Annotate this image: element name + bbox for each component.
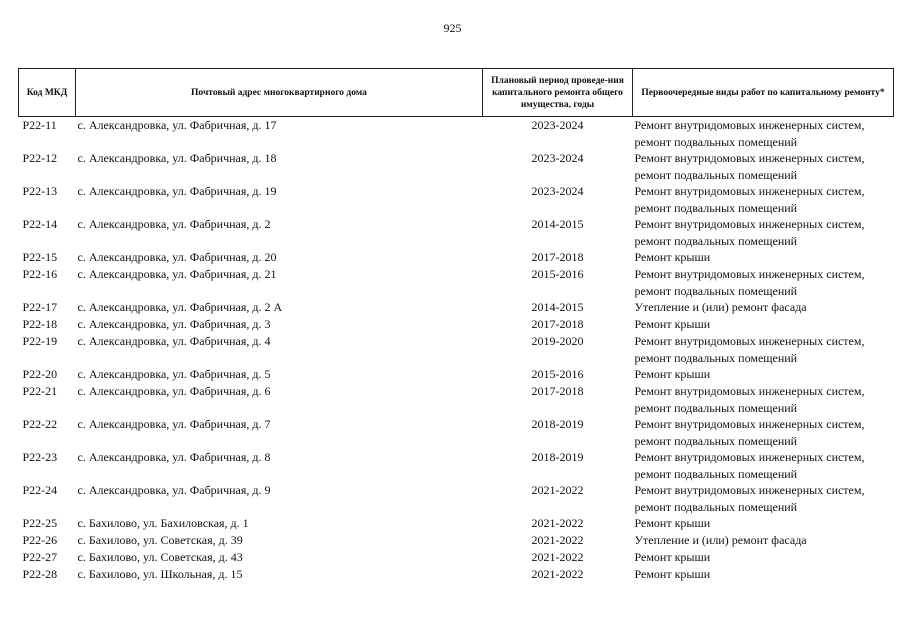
cell-code: Р22-20 — [22, 367, 58, 381]
table-row — [19, 366, 894, 383]
table-row — [19, 183, 894, 216]
cell-works — [633, 266, 894, 299]
table-row — [19, 249, 894, 266]
cell-period: 2021-2022 — [531, 533, 584, 547]
cell-period: 2021-2022 — [531, 483, 584, 497]
work-line: Ремонт внутридомовых инженерных систем, — [634, 267, 865, 281]
cell-code: Р22-15 — [22, 250, 58, 264]
cell-works — [633, 566, 894, 583]
table-row — [19, 117, 894, 151]
cell-period: 2015-2016 — [531, 367, 584, 381]
cell-address: с. Александровка, ул. Фабричная, д. 2 А — [77, 300, 283, 314]
cell-period: 2018-2019 — [531, 417, 584, 431]
cell-works — [633, 366, 894, 383]
table-row — [19, 316, 894, 333]
header-address: Почтовый адрес многоквартирного дома — [76, 69, 483, 117]
cell-address: с. Бахилово, ул. Школьная, д. 15 — [77, 567, 243, 581]
cell-code: Р22-19 — [22, 334, 58, 348]
table-row — [19, 383, 894, 416]
cell-code: Р22-24 — [22, 483, 58, 497]
cell-code: Р22-13 — [22, 184, 58, 198]
table-row — [19, 482, 894, 515]
work-line: Ремонт внутридомовых инженерных систем, — [634, 151, 865, 165]
cell-address: с. Бахилово, ул. Советская, д. 39 — [77, 533, 243, 547]
work-line: Ремонт крыши — [634, 367, 711, 381]
table-row — [19, 150, 894, 183]
cell-address: с. Александровка, ул. Фабричная, д. 3 — [77, 317, 271, 331]
cell-address: с. Александровка, ул. Фабричная, д. 5 — [77, 367, 271, 381]
cell-period: 2023-2024 — [531, 151, 584, 165]
cell-works — [633, 549, 894, 566]
work-line: ремонт подвальных помещений — [634, 167, 798, 182]
work-line: ремонт подвальных помещений — [634, 466, 798, 481]
table-row — [19, 549, 894, 566]
cell-code: Р22-12 — [22, 151, 58, 165]
table-header-row — [19, 69, 894, 117]
cell-period: 2021-2022 — [531, 567, 584, 581]
work-line: Ремонт внутридомовых инженерных систем, — [634, 384, 865, 398]
cell-period: 2014-2015 — [531, 217, 584, 231]
cell-code: Р22-17 — [22, 300, 58, 314]
cell-works — [633, 316, 894, 333]
cell-works — [633, 216, 894, 249]
work-line: ремонт подвальных помещений — [634, 350, 798, 365]
cell-works — [633, 117, 894, 151]
cell-address: с. Бахилово, ул. Бахиловская, д. 1 — [77, 516, 249, 530]
cell-code: Р22-25 — [22, 516, 58, 530]
cell-period: 2015-2016 — [531, 267, 584, 281]
header-works: Первоочередные виды работ по капитальному ремонту* — [633, 69, 894, 117]
table-row — [19, 532, 894, 549]
table-body — [19, 117, 894, 584]
work-line: Ремонт внутридомовых инженерных систем, — [634, 217, 865, 231]
work-line: Ремонт внутридомовых инженерных систем, — [634, 118, 865, 132]
cell-code: Р22-26 — [22, 533, 58, 547]
cell-works — [633, 416, 894, 449]
cell-address: с. Александровка, ул. Фабричная, д. 4 — [77, 334, 271, 348]
cell-code: Р22-18 — [22, 317, 58, 331]
cell-period: 2014-2015 — [531, 300, 584, 314]
cell-period: 2023-2024 — [531, 118, 584, 132]
cell-address: с. Александровка, ул. Фабричная, д. 18 — [77, 151, 277, 165]
cell-works — [633, 249, 894, 266]
header-period: Плановый период проведе-ния капитального ремонта общего имущества, годы — [483, 69, 633, 117]
work-line: ремонт подвальных помещений — [634, 200, 798, 215]
table-row — [19, 333, 894, 366]
cell-period: 2017-2018 — [531, 250, 584, 264]
cell-code: Р22-22 — [22, 417, 58, 431]
table-row — [19, 566, 894, 583]
cell-period: 2021-2022 — [531, 516, 584, 530]
cell-works — [633, 449, 894, 482]
cell-works — [633, 299, 894, 316]
work-line: Ремонт крыши — [634, 550, 711, 564]
work-line: ремонт подвальных помещений — [634, 499, 798, 514]
cell-address: с. Александровка, ул. Фабричная, д. 17 — [77, 118, 277, 132]
page-number: 925 — [443, 21, 462, 35]
cell-period: 2023-2024 — [531, 184, 584, 198]
cell-period: 2019-2020 — [531, 334, 584, 348]
work-line: ремонт подвальных помещений — [634, 283, 798, 298]
work-line: ремонт подвальных помещений — [634, 134, 798, 149]
work-line: Ремонт внутридомовых инженерных систем, — [634, 334, 865, 348]
cell-address: с. Александровка, ул. Фабричная, д. 2 — [77, 217, 271, 231]
work-line: ремонт подвальных помещений — [634, 233, 798, 248]
cell-code: Р22-14 — [22, 217, 58, 231]
cell-address: с. Александровка, ул. Фабричная, д. 20 — [77, 250, 277, 264]
cell-works — [633, 482, 894, 515]
table-row — [19, 266, 894, 299]
cell-works — [633, 183, 894, 216]
cell-works — [633, 532, 894, 549]
cell-address: с. Александровка, ул. Фабричная, д. 6 — [77, 384, 271, 398]
table-row — [19, 449, 894, 482]
table-row — [19, 216, 894, 249]
cell-works — [633, 383, 894, 416]
capital-repair-table — [18, 68, 894, 583]
work-line: Утепление и (или) ремонт фасада — [634, 533, 807, 547]
cell-period: 2021-2022 — [531, 550, 584, 564]
work-line: Ремонт крыши — [634, 567, 711, 581]
work-line: Ремонт внутридомовых инженерных систем, — [634, 483, 865, 497]
cell-address: с. Александровка, ул. Фабричная, д. 7 — [77, 417, 271, 431]
cell-code: Р22-23 — [22, 450, 58, 464]
cell-address: с. Александровка, ул. Фабричная, д. 19 — [77, 184, 277, 198]
cell-code: Р22-11 — [22, 118, 57, 132]
cell-address: с. Александровка, ул. Фабричная, д. 21 — [77, 267, 277, 281]
cell-works — [633, 515, 894, 532]
cell-code: Р22-28 — [22, 567, 58, 581]
table-row — [19, 416, 894, 449]
cell-period: 2017-2018 — [531, 384, 584, 398]
cell-period: 2017-2018 — [531, 317, 584, 331]
cell-works — [633, 150, 894, 183]
table-row — [19, 515, 894, 532]
cell-code: Р22-21 — [22, 384, 58, 398]
header-code: Код МКД — [19, 69, 76, 117]
cell-code: Р22-16 — [22, 267, 58, 281]
work-line: Ремонт крыши — [634, 250, 711, 264]
table-row — [19, 299, 894, 316]
cell-address: с. Бахилово, ул. Советская, д. 43 — [77, 550, 243, 564]
work-line: Ремонт крыши — [634, 317, 711, 331]
work-line: Ремонт внутридомовых инженерных систем, — [634, 417, 865, 431]
work-line: Ремонт внутридомовых инженерных систем, — [634, 450, 865, 464]
work-line: Ремонт внутридомовых инженерных систем, — [634, 184, 865, 198]
cell-code: Р22-27 — [22, 550, 58, 564]
work-line: Утепление и (или) ремонт фасада — [634, 300, 807, 314]
cell-address: с. Александровка, ул. Фабричная, д. 9 — [77, 483, 271, 497]
cell-period: 2018-2019 — [531, 450, 584, 464]
cell-address: с. Александровка, ул. Фабричная, д. 8 — [77, 450, 271, 464]
work-line: ремонт подвальных помещений — [634, 400, 798, 415]
cell-works — [633, 333, 894, 366]
work-line: ремонт подвальных помещений — [634, 433, 798, 448]
work-line: Ремонт крыши — [634, 516, 711, 530]
